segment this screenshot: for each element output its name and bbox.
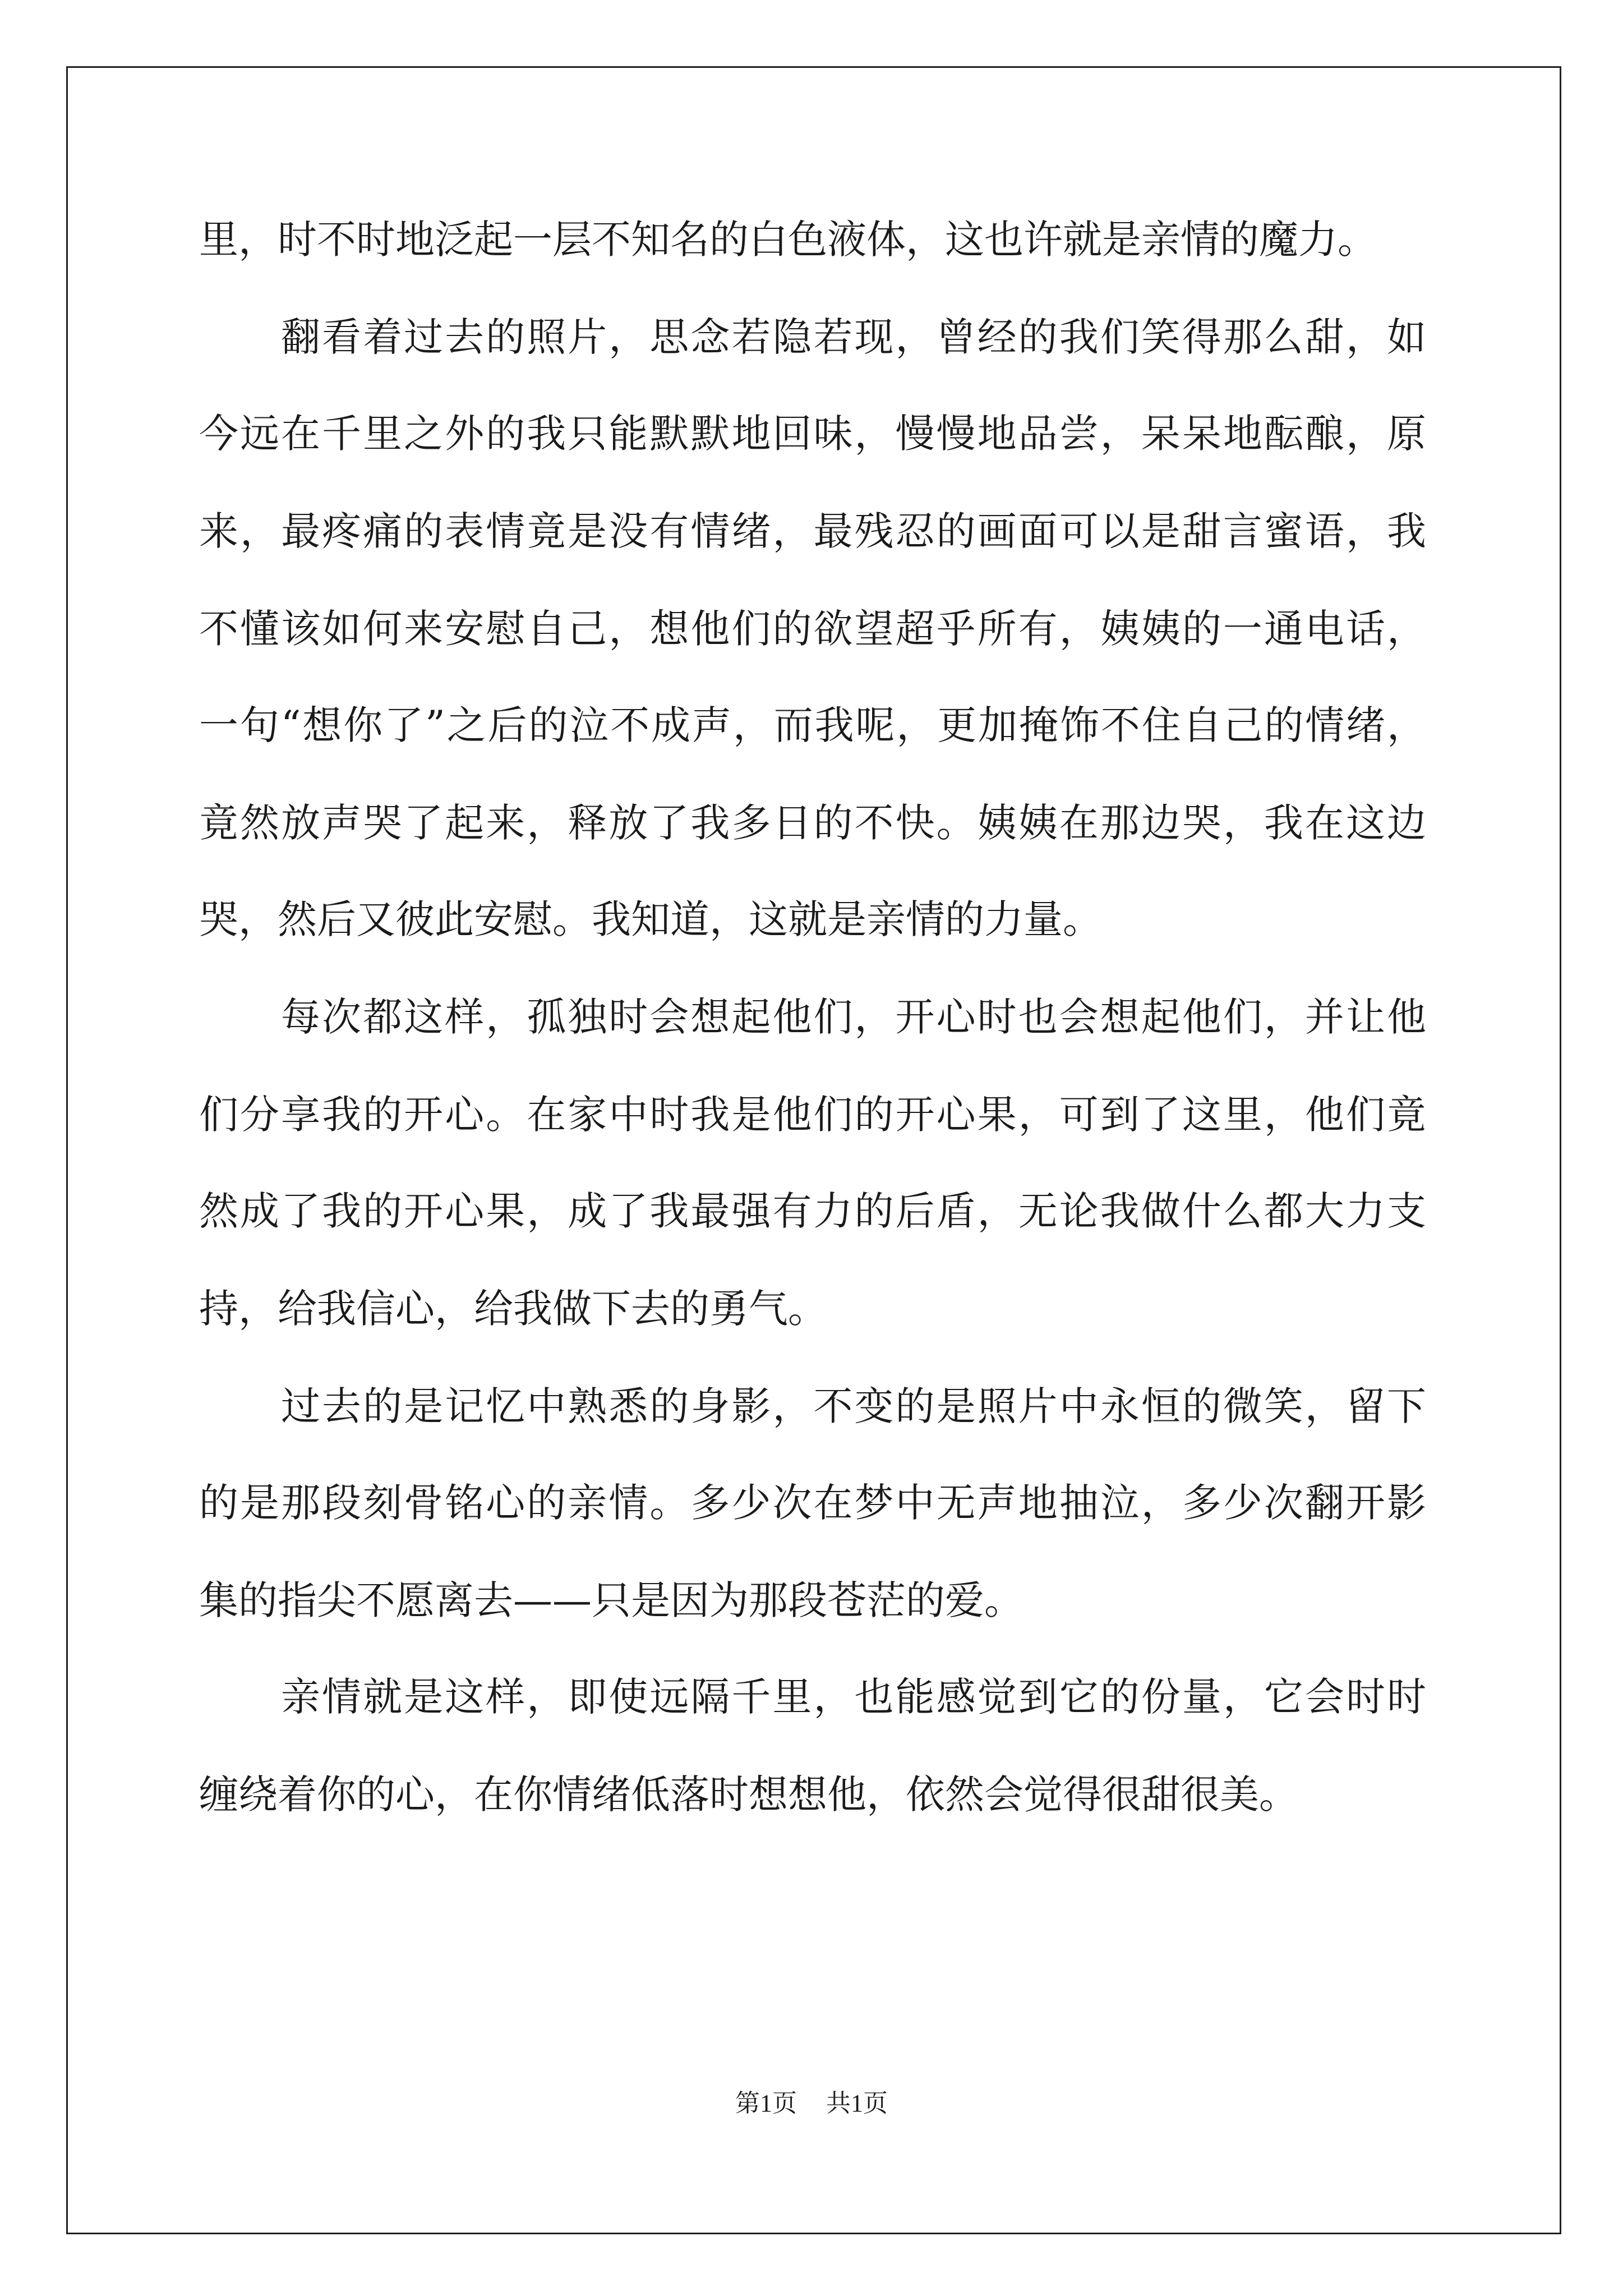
text-line: 们分享我的开心。在家中时我是他们的开心果，可到了这里，他们竟 bbox=[199, 1092, 1426, 1138]
text-line: 持，给我信心，给我做下去的勇气。 bbox=[199, 1286, 827, 1332]
text-line: 亲情就是这样，即使远隔千里，也能感觉到它的份量，它会时时 bbox=[281, 1674, 1426, 1720]
text-line: 哭，然后又彼此安慰。我知道，这就是亲情的力量。 bbox=[199, 896, 1102, 942]
text-line: 竟然放声哭了起来，释放了我多日的不快。姨姨在那边哭，我在这边 bbox=[199, 800, 1426, 846]
page-total: 共1页 bbox=[826, 2090, 888, 2117]
text-line: 来，最疼痛的表情竟是没有情绪，最残忍的画面可以是甜言蜜语，我 bbox=[199, 508, 1426, 554]
text-line: 今远在千里之外的我只能默默地回味，慢慢地品尝，呆呆地酝酿，原 bbox=[199, 411, 1426, 457]
text-line: 里，时不时地泛起一层不知名的白色液体，这也许就是亲情的魔力。 bbox=[199, 217, 1377, 263]
text-line: 不懂该如何来安慰自己，想他们的欲望超乎所有，姨姨的一通电话， bbox=[199, 606, 1426, 652]
text-line: 翻看着过去的照片，思念若隐若现，曾经的我们笑得那么甜，如 bbox=[281, 314, 1426, 360]
text-line: 缠绕着你的心，在你情绪低落时想想他，依然会觉得很甜很美。 bbox=[199, 1772, 1298, 1818]
text-line: 每次都这样，孤独时会想起他们，开心时也会想起他们，并让他 bbox=[281, 994, 1426, 1040]
page-footer bbox=[0, 2087, 1623, 2120]
text-line: 的是那段刻骨铭心的亲情。多少次在梦中无声地抽泣，多少次翻开影 bbox=[199, 1480, 1426, 1526]
text-line: 集的指尖不愿离去——只是因为那段苍茫的爱。 bbox=[199, 1577, 1023, 1623]
page-number: 第1页 bbox=[735, 2090, 797, 2117]
text-line: 一句“想你了”之后的泣不成声，而我呢，更加掩饰不住自己的情绪， bbox=[199, 702, 1426, 748]
page-border bbox=[66, 66, 1561, 2234]
text-line: 过去的是记忆中熟悉的身影，不变的是照片中永恒的微笑，留下 bbox=[281, 1383, 1426, 1429]
text-line: 然成了我的开心果，成了我最强有力的后盾，无论我做什么都大力支 bbox=[199, 1188, 1426, 1234]
